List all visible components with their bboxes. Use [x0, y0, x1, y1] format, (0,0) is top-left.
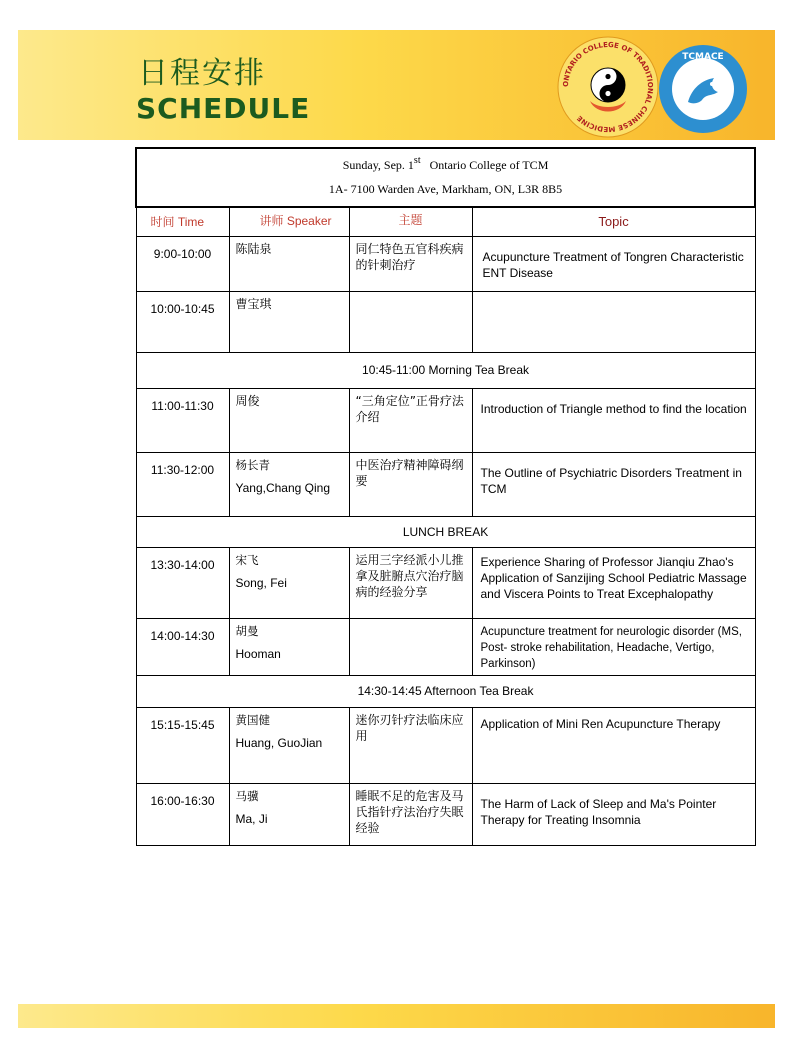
topic-chinese — [349, 618, 472, 675]
session-time: 14:00-14:30 — [136, 618, 229, 675]
svg-text:TCMACE: TCMACE — [682, 52, 724, 62]
session-time: 11:00-11:30 — [136, 388, 229, 452]
table-row — [136, 291, 755, 352]
table-row — [136, 452, 755, 516]
header-banner — [18, 30, 775, 140]
table-row — [136, 707, 755, 783]
topic-chinese: 中医治疗精神障碍纲要 — [349, 452, 472, 516]
table-row — [136, 547, 755, 618]
speaker-cell — [229, 547, 349, 618]
page-title-chinese: 日程安排 — [138, 56, 266, 91]
column-header-speaker: 讲师 Speaker — [229, 207, 349, 236]
venue-college: Ontario College of TCM — [429, 158, 549, 172]
speaker-name-cn: 宋飞 — [235, 552, 259, 567]
speaker-name-en: Hooman — [235, 646, 281, 661]
venue-address: 1A- 7100 Warden Ave, Markham, ON, L3R 8B5 — [328, 182, 563, 196]
topic-english: Experience Sharing of Professor Jianqiu Zhao's Application of Sanzijing School Pediatric Massage and Viscera Points to Treat Excephalopathy — [472, 547, 755, 618]
session-time: 16:00-16:30 — [136, 783, 229, 845]
topic-chinese: 迷你刃针疗法临床应用 — [349, 707, 472, 783]
session-time: 11:30-12:00 — [136, 452, 229, 516]
speaker-cell — [229, 618, 349, 675]
speaker-name-en: Huang, GuoJian — [235, 735, 323, 750]
topic-english: Application of Mini Ren Acupuncture Therapy — [472, 707, 755, 783]
speaker-name-cn: 曹宝琪 — [229, 291, 349, 352]
topic-english: The Harm of Lack of Sleep and Ma's Pointer Therapy for Treating Insomnia — [472, 783, 755, 845]
tcmace-logo — [658, 44, 748, 134]
page-title: SCHEDULE — [136, 92, 311, 125]
topic-english — [472, 291, 755, 352]
speaker-name-cn: 周俊 — [229, 388, 349, 452]
topic-english: The Outline of Psychiatric Disorders Treatment in TCM — [472, 452, 755, 516]
svg-text:ONTARIO COLLEGE OF TRADITIONAL: ONTARIO COLLEGE OF TRADITIONAL CHINESE MEDICINE — [561, 40, 655, 134]
speaker-name-cn: 黄国健 — [235, 712, 270, 727]
topic-english: Introduction of Triangle method to find the location — [472, 388, 755, 452]
morning-break-row: 10:45-11:00 Morning Tea Break — [136, 352, 755, 388]
venue-day: Sunday, Sep. 1 — [342, 158, 414, 172]
speaker-name-en: Song, Fei — [235, 575, 287, 590]
column-header-topic-chinese: 主题 — [349, 207, 472, 236]
session-time: 9:00-10:00 — [136, 236, 229, 291]
speaker-cell — [229, 783, 349, 845]
topic-chinese: 睡眠不足的危害及马氏指针疗法治疗失眠经验 — [349, 783, 472, 845]
venue-info — [136, 148, 755, 207]
table-row — [136, 236, 755, 291]
schedule-table — [135, 147, 756, 846]
session-time: 15:15-15:45 — [136, 707, 229, 783]
footer-bar — [18, 1004, 775, 1028]
venue-day-suffix: st — [413, 155, 421, 166]
speaker-name-cn: 陈陆泉 — [229, 236, 349, 291]
topic-chinese: 运用三字经派小儿推拿及脏腑点穴治疗脑病的经验分享 — [349, 547, 472, 618]
topic-english: Acupuncture treatment for neurologic disorder (MS, Post- stroke rehabilitation, Headache, Vertigo, Parkinson) — [472, 618, 755, 675]
session-time: 10:00-10:45 — [136, 291, 229, 352]
session-time: 13:30-14:00 — [136, 547, 229, 618]
afternoon-break-row: 14:30-14:45 Afternoon Tea Break — [136, 675, 755, 707]
speaker-cell — [229, 707, 349, 783]
column-header-time: 时间 Time — [136, 207, 229, 236]
column-header-topic: Topic — [472, 207, 755, 236]
topic-chinese — [349, 291, 472, 352]
college-logo — [556, 35, 660, 139]
topic-chinese: 同仁特色五官科疾病的针刺治疗 — [349, 236, 472, 291]
topic-english: Acupuncture Treatment of Tongren Characteristic ENT Disease — [472, 236, 755, 291]
table-row — [136, 618, 755, 675]
topic-chinese: “三角定位”正骨疗法介绍 — [349, 388, 472, 452]
lunch-break-row: LUNCH BREAK — [136, 516, 755, 547]
table-row — [136, 783, 755, 845]
table-row — [136, 388, 755, 452]
speaker-name-en: Yang,Chang Qing — [235, 480, 331, 495]
speaker-name-cn: 马骥 — [235, 788, 259, 803]
speaker-cell — [229, 452, 349, 516]
speaker-name-en: Ma, Ji — [235, 811, 268, 826]
speaker-name-cn: 胡曼 — [235, 623, 259, 638]
speaker-name-cn: 杨长青 — [235, 457, 270, 472]
